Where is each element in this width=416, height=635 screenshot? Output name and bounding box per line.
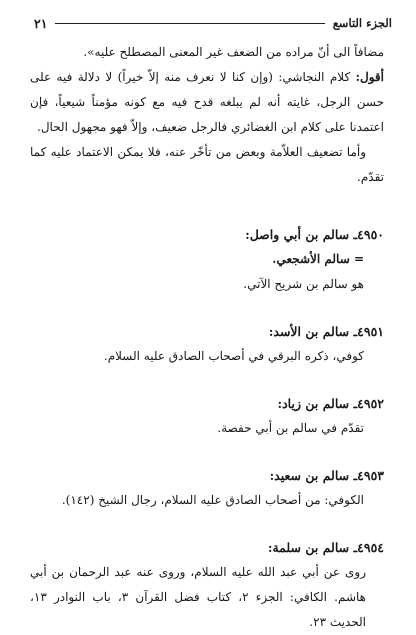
cross-reference: = سالم الأشجعي.	[272, 252, 364, 266]
header-rule	[55, 23, 324, 24]
entry-text: الكوفي: من أصحاب الصادق عليه السلام، رجال الشيخ (١٤٢).	[61, 493, 364, 507]
biography-entry	[30, 319, 384, 369]
entry-text: تقدّم في سالم بن أبي حفصة.	[217, 421, 364, 435]
volume-label: الجزء التاسع	[332, 16, 392, 30]
page-header	[34, 14, 392, 32]
entry-title: ٤٩٥٣ـ سالم بن سعيد:	[269, 468, 384, 483]
page-content	[30, 40, 384, 635]
entry-title: ٤٩٥١ـ سالم بن الأسد:	[268, 324, 384, 339]
intro-paragraph-1: مضافاً الى أنّ مراده من الضعف غير المعنى المصطلح عليه».	[83, 45, 384, 59]
aqulu-label: أقول:	[355, 70, 384, 84]
intro-paragraph-2	[30, 65, 384, 140]
entry-text: كوفي، ذكره البرقي في أصحاب الصادق عليه السلام.	[103, 349, 364, 363]
page-number: ٢١	[34, 15, 48, 31]
entry-title: ٤٩٥٢ـ سالم بن زياد:	[277, 396, 384, 411]
biography-entry	[30, 391, 384, 441]
biography-entry	[30, 463, 384, 513]
entry-title: ٤٩٥٤ـ سالم بن سلمة:	[267, 540, 384, 555]
entry-text: روى عن أبي عبد الله عليه السلام، وروى عنه عبد الرحمان بن أبي هاشم. الكافي: الجزء ٢، كتاب فضل القرآن ٣، باب النوادر ١٣، الحديث ٢٣.	[30, 565, 366, 629]
intro-paragraph-3: وأما تضعيف العلاّمة وبعض من تأخّر عنه، فلا يمكن الاعتماد عليه كما تقدّم.	[30, 145, 384, 184]
biography-entry	[30, 222, 384, 297]
entry-text: هو سالم بن شريح الآتي.	[243, 277, 364, 291]
biography-entry	[30, 535, 384, 635]
intro-paragraph-2-text: كلام النجاشي: (وإن كنا لا نعرف منه إلاّ خيراً) لا دلالة فيه على حسن الرجل، غايته أنه لم يبلغه قدح فيه مع كونه مؤمناً شيعياً، فإن اعتمدنا على كلام ابن الغضائري فالرجل ضعيف، وإلاّ فهو مجهول الحال.	[30, 70, 384, 134]
entry-title: ٤٩٥٠ـ سالم بن أبي واصل:	[245, 227, 384, 242]
